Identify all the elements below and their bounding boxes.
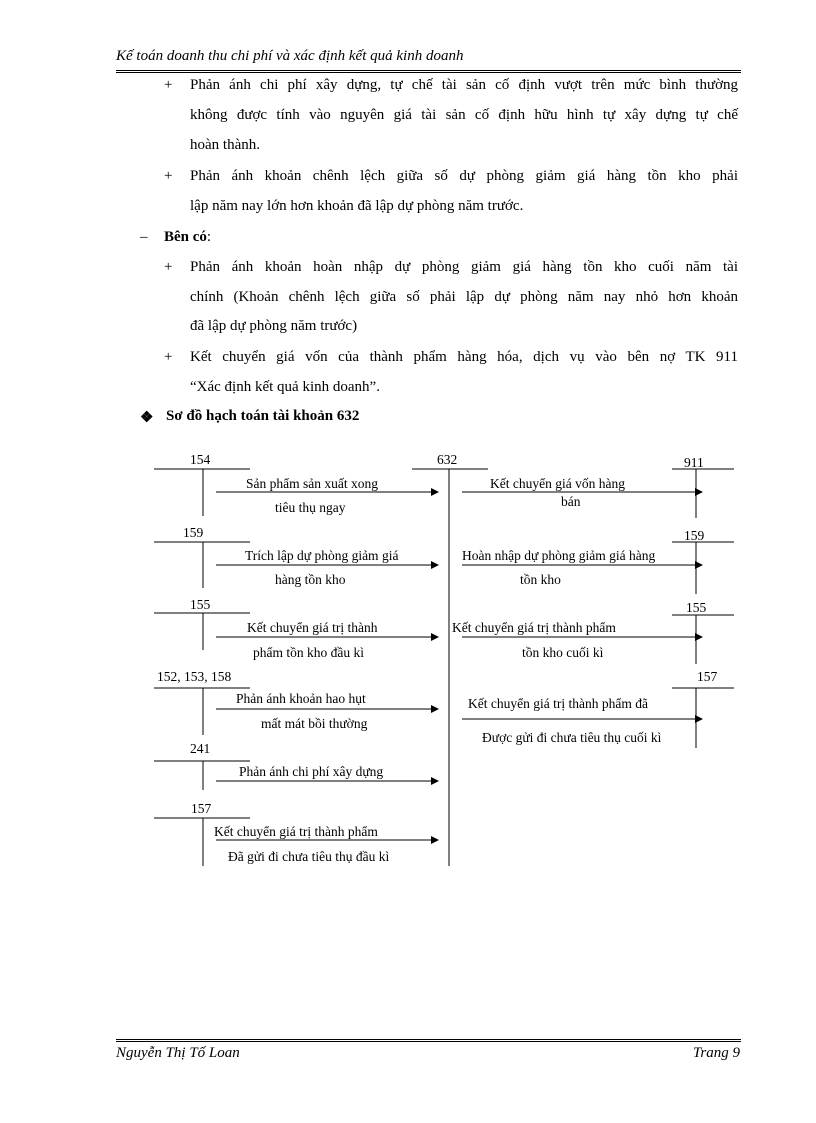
entry-description: Kết chuyển giá trị thành phẩm (214, 824, 378, 839)
paragraph-line: lập năm nay lớn hơn khoản đã lập dự phòng năm trước. (190, 198, 524, 214)
t-account-241 (154, 761, 250, 790)
entry-description: Kết chuyển giá trị thành (247, 620, 378, 635)
entry-description: Trích lập dự phòng giảm giá (245, 548, 399, 563)
entry-description: phẩm tồn kho đầu kì (253, 645, 364, 660)
running-header: Kế toán doanh thu chi phí và xác định kết quả kinh doanh (116, 48, 464, 64)
entry-description: Phản ánh chi phí xây dựng (239, 764, 384, 779)
paragraph-line: “Xác định kết quả kinh doanh”. (190, 379, 380, 395)
bullet-plus: + (164, 168, 173, 184)
footer-rule (116, 1039, 741, 1042)
t-account-155-left (154, 613, 250, 650)
account-label: 157 (191, 801, 212, 816)
entry-description: Hoàn nhập dự phòng giảm giá hàng (462, 548, 656, 563)
t-account-911 (672, 469, 734, 518)
bullet-plus: + (164, 349, 173, 365)
credit-heading-suffix: : (206, 229, 212, 245)
entry-description: Kết chuyển giá trị thành phẩm (452, 620, 616, 635)
entry-description: Kết chuyển giá trị thành phẩm đã (468, 696, 648, 711)
dash-marker: – (140, 229, 148, 245)
t-account-632 (412, 469, 488, 866)
credit-heading-label: Bên có (164, 229, 207, 245)
account-label: 154 (190, 452, 211, 467)
entry-description: Đã gửi đi chưa tiêu thụ đầu kì (228, 849, 390, 864)
account-label: 155 (190, 597, 211, 612)
entry-description: mất mát bồi thường (261, 716, 368, 731)
account-label: 241 (190, 741, 211, 756)
t-account-159-right (672, 542, 734, 594)
paragraph-line: Kết chuyển giá vốn của thành phẩm hàng hóa, dịch vụ vào bên nợ TK 911 (190, 349, 738, 365)
t-account-155-right (672, 615, 734, 664)
account-label: 159 (183, 525, 204, 540)
paragraph-line: Phản ánh chi phí xây dựng, tự chế tài sản cố định vượt trên mức bình thường (190, 77, 738, 93)
account-label: 159 (684, 528, 705, 543)
bullet-plus: + (164, 259, 173, 275)
entry-description: tồn kho cuối kì (522, 645, 604, 660)
paragraph-line: Phản ánh khoản hoàn nhập dự phòng giảm giá hàng tồn kho cuối năm tài (190, 259, 738, 275)
entry-description: Được gửi đi chưa tiêu thụ cuối kì (482, 730, 662, 745)
entry-description: tồn kho (520, 572, 561, 587)
footer-page-number: Trang 9 (692, 1045, 740, 1061)
entry-description: Sản phẩm sản xuất xong (246, 476, 378, 491)
paragraph-line: Phản ánh khoản chênh lệch giữa số dự phòng giảm giá hàng tồn kho phải (190, 168, 738, 184)
account-label: 155 (686, 600, 707, 615)
paragraph-line: hoàn thành. (190, 137, 260, 153)
entry-description: Kết chuyển giá vốn hàng (490, 476, 625, 491)
entry-description: hàng tồn kho (275, 572, 346, 587)
entry-description: bán (561, 494, 581, 509)
paragraph-line: không được tính vào nguyên giá tài sản cố định hữu hình tự xây dựng tự chế (190, 107, 738, 123)
section-title: Sơ đồ hạch toán tài khoản 632 (166, 408, 360, 424)
paragraph-line: chính (Khoản chênh lệch giữa số phải lập dự phòng năm nay nhỏ hơn khoản (190, 289, 738, 305)
account-label: 152, 153, 158 (157, 669, 232, 684)
entry-description: Phản ánh khoản hao hụt (236, 691, 366, 706)
account-label-632: 632 (437, 452, 458, 467)
t-account-157-right (672, 688, 734, 748)
bullet-plus: + (164, 77, 173, 93)
diamond-bullet-icon: ❖ (140, 410, 154, 426)
account-label: 911 (684, 455, 704, 470)
paragraph-line: đã lập dự phòng năm trước) (190, 318, 358, 334)
account-label: 157 (697, 669, 718, 684)
entry-description: tiêu thụ ngay (275, 500, 346, 515)
footer-author: Nguyễn Thị Tố Loan (116, 1045, 240, 1061)
